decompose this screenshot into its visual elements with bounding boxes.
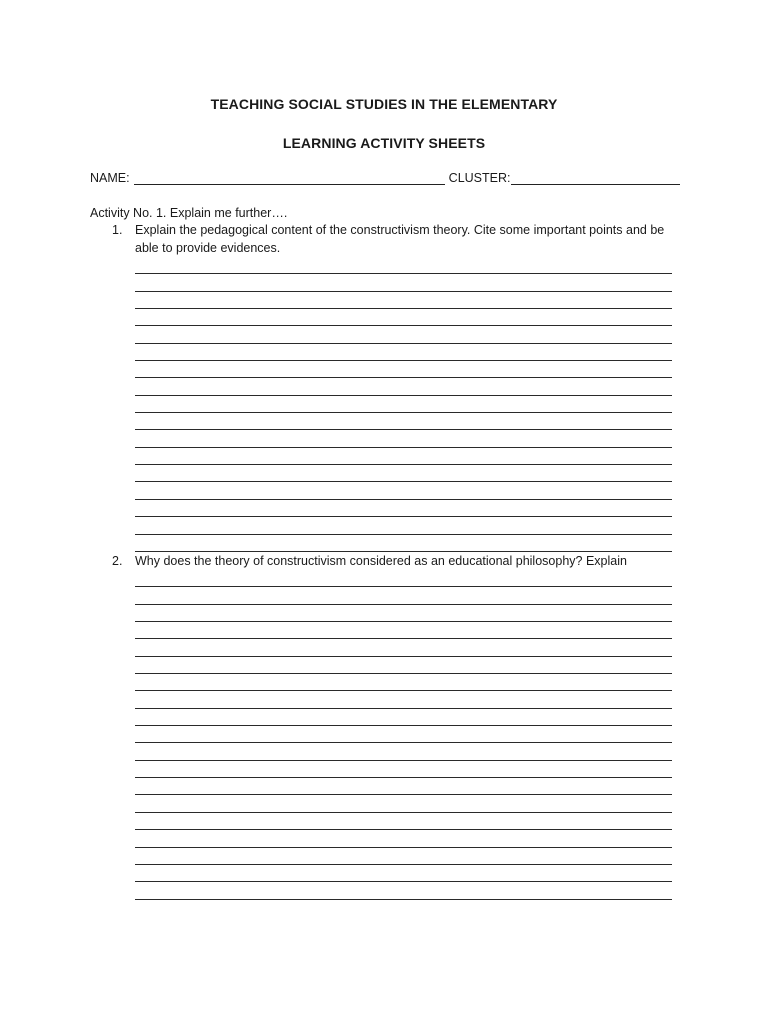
answer-lines-2[interactable] (135, 570, 672, 900)
answer-line[interactable] (135, 865, 672, 882)
answer-line[interactable] (135, 274, 672, 291)
name-blank-line[interactable] (134, 172, 445, 185)
answer-line[interactable] (135, 413, 672, 430)
answer-line[interactable] (135, 657, 672, 674)
answer-line[interactable] (135, 378, 672, 395)
answer-line[interactable] (135, 691, 672, 708)
name-label: NAME: (90, 171, 130, 185)
answer-line[interactable] (135, 795, 672, 812)
answer-line[interactable] (135, 570, 672, 587)
answer-line[interactable] (135, 743, 672, 760)
answer-line[interactable] (135, 344, 672, 361)
answer-line[interactable] (135, 500, 672, 517)
answer-line[interactable] (135, 361, 672, 378)
answer-line[interactable] (135, 292, 672, 309)
answer-line[interactable] (135, 639, 672, 656)
question-1 (112, 221, 672, 257)
question-text: Explain the pedagogical content of the constructivism theory. Cite some important points and be able to provide evidences. (135, 223, 665, 255)
answer-line[interactable] (135, 448, 672, 465)
answer-line[interactable] (135, 778, 672, 795)
answer-line[interactable] (135, 848, 672, 865)
answer-line[interactable] (135, 813, 672, 830)
answer-line[interactable] (135, 674, 672, 691)
answer-line[interactable] (135, 465, 672, 482)
answer-line[interactable] (135, 882, 672, 899)
cluster-label: CLUSTER: (448, 171, 511, 185)
answer-line[interactable] (135, 830, 672, 847)
answer-line[interactable] (135, 605, 672, 622)
answer-line[interactable] (135, 517, 672, 534)
answer-line[interactable] (135, 257, 672, 274)
answer-line[interactable] (135, 535, 672, 552)
answer-line[interactable] (135, 326, 672, 343)
question-number: 2. (112, 554, 123, 568)
answer-line[interactable] (135, 482, 672, 499)
name-cluster-row (90, 171, 680, 185)
answer-line[interactable] (135, 430, 672, 447)
answer-line[interactable] (135, 761, 672, 778)
question-number: 1. (112, 223, 123, 237)
cluster-blank-line[interactable] (511, 172, 681, 185)
answer-line[interactable] (135, 622, 672, 639)
activity-heading: Activity No. 1. Explain me further…. (90, 206, 288, 220)
document-title: TEACHING SOCIAL STUDIES IN THE ELEMENTARY (210, 96, 558, 112)
answer-lines-1[interactable] (135, 257, 672, 552)
question-2 (112, 552, 672, 570)
document-subtitle: LEARNING ACTIVITY SHEETS (282, 135, 486, 151)
answer-line[interactable] (135, 709, 672, 726)
answer-line[interactable] (135, 587, 672, 604)
answer-line[interactable] (135, 309, 672, 326)
question-text: Why does the theory of constructivism considered as an educational philosophy? Explain (135, 554, 627, 568)
answer-line[interactable] (135, 396, 672, 413)
answer-line[interactable] (135, 726, 672, 743)
